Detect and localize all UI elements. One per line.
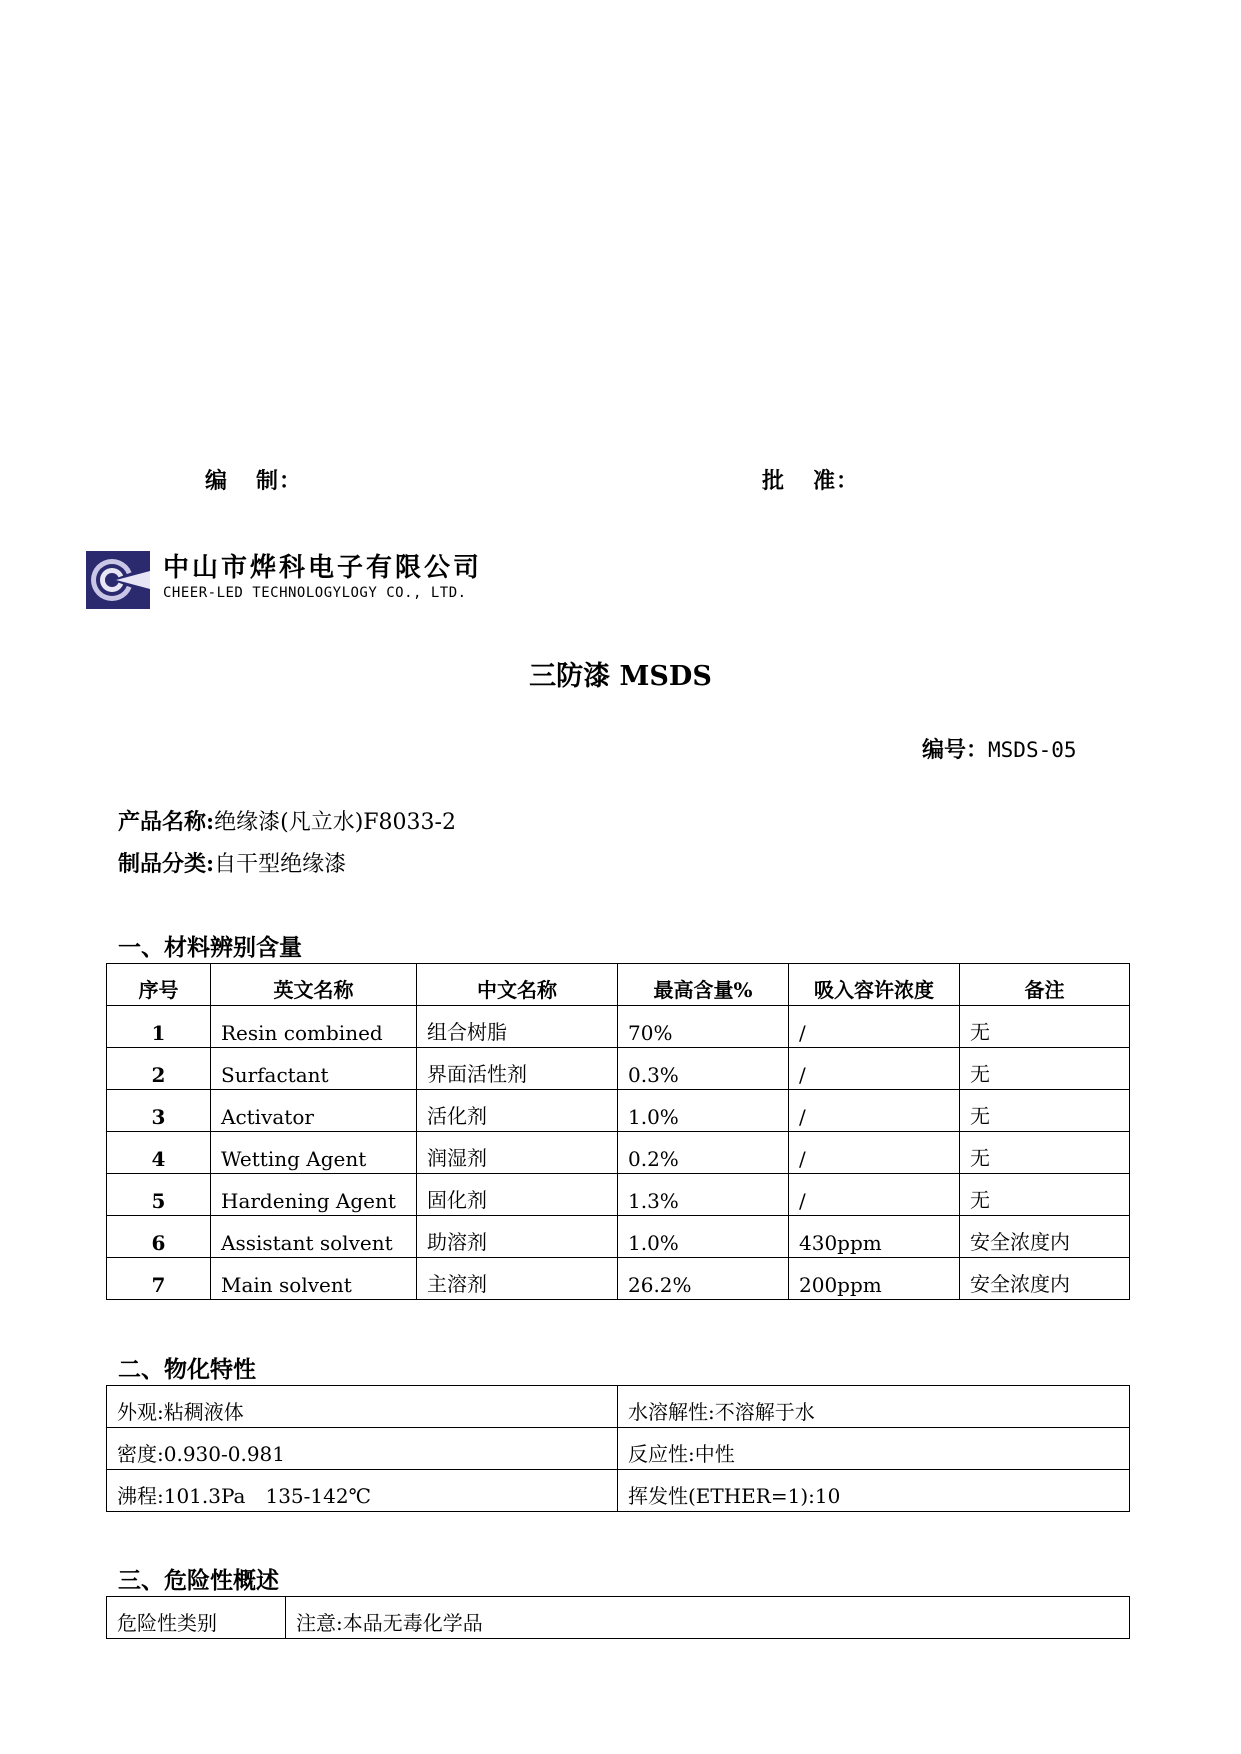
document-number xyxy=(922,733,1077,764)
approved-by-label xyxy=(762,464,859,495)
cell: 固化剂 xyxy=(417,1174,618,1216)
cell: 无 xyxy=(960,1132,1130,1174)
section-2-heading: 二、物化特性 xyxy=(118,1356,256,1383)
section-3-heading: 三、危险性概述 xyxy=(118,1567,279,1594)
compiled-label-1: 编 xyxy=(205,468,229,494)
cell: 挥发性(ETHER=1):10 xyxy=(618,1470,1130,1512)
cell: 5 xyxy=(107,1174,211,1216)
cell: 3 xyxy=(107,1090,211,1132)
document-title: 三防漆 MSDS xyxy=(529,661,712,692)
header-inhalation-limit: 吸入容许浓度 xyxy=(789,964,960,1006)
header-max-content: 最高含量% xyxy=(618,964,789,1006)
product-category xyxy=(118,847,346,878)
cell: 200ppm xyxy=(789,1258,960,1300)
cell: Assistant solvent xyxy=(211,1216,417,1258)
cell: 2 xyxy=(107,1048,211,1090)
table-row xyxy=(107,1090,1130,1132)
cell: 注意:本品无毒化学品 xyxy=(286,1597,1130,1639)
cell: 7 xyxy=(107,1258,211,1300)
cell: 6 xyxy=(107,1216,211,1258)
cell: 1 xyxy=(107,1006,211,1048)
cell: Activator xyxy=(211,1090,417,1132)
cell: 无 xyxy=(960,1006,1130,1048)
cell: / xyxy=(789,1090,960,1132)
cell: 无 xyxy=(960,1174,1130,1216)
cell: 0.3% xyxy=(618,1048,789,1090)
product-name-label: 产品名称: xyxy=(118,809,215,835)
table-row xyxy=(107,1006,1130,1048)
cell: Main solvent xyxy=(211,1258,417,1300)
cell: / xyxy=(789,1174,960,1216)
cell: / xyxy=(789,1048,960,1090)
company-logo-icon xyxy=(86,551,150,609)
header-english-name: 英文名称 xyxy=(211,964,417,1006)
cell: 主溶剂 xyxy=(417,1258,618,1300)
cell: 活化剂 xyxy=(417,1090,618,1132)
document-number-label: 编号： xyxy=(922,737,989,763)
header-index: 序号 xyxy=(107,964,211,1006)
cell: 润湿剂 xyxy=(417,1132,618,1174)
cell: 安全浓度内 xyxy=(960,1258,1130,1300)
document-number-value: MSDS-05 xyxy=(988,738,1077,762)
cell: / xyxy=(789,1132,960,1174)
cell: 安全浓度内 xyxy=(960,1216,1130,1258)
table-row xyxy=(107,1470,1130,1512)
table-row xyxy=(107,1386,1130,1428)
cell: 水溶解性:不溶解于水 xyxy=(618,1386,1130,1428)
compiled-label-2: 制： xyxy=(256,468,303,494)
cell: Surfactant xyxy=(211,1048,417,1090)
cell: 4 xyxy=(107,1132,211,1174)
header-remarks: 备注 xyxy=(960,964,1130,1006)
section-1-heading: 一、材料辨别含量 xyxy=(118,934,302,961)
table-row xyxy=(107,1597,1130,1639)
table-row xyxy=(107,1258,1130,1300)
cell: 反应性:中性 xyxy=(618,1428,1130,1470)
product-name-value: 绝缘漆(凡立水)F8033-2 xyxy=(214,810,456,835)
table-row xyxy=(107,1174,1130,1216)
cell: 70% xyxy=(618,1006,789,1048)
cell: 助溶剂 xyxy=(417,1216,618,1258)
cell: 无 xyxy=(960,1048,1130,1090)
cell: 危险性类别 xyxy=(107,1597,286,1639)
cell: 外观:粘稠液体 xyxy=(107,1386,618,1428)
hazard-table xyxy=(106,1596,1130,1639)
cell: 0.2% xyxy=(618,1132,789,1174)
cell: 无 xyxy=(960,1090,1130,1132)
cell: 26.2% xyxy=(618,1258,789,1300)
table-row xyxy=(107,1132,1130,1174)
properties-table xyxy=(106,1385,1130,1512)
cell: 组合树脂 xyxy=(417,1006,618,1048)
cell: / xyxy=(789,1006,960,1048)
cell: Resin combined xyxy=(211,1006,417,1048)
cell: Hardening Agent xyxy=(211,1174,417,1216)
compiled-by-label xyxy=(205,464,302,495)
company-name-cn: 中山市烨科电子有限公司 xyxy=(163,553,483,583)
table-row xyxy=(107,1428,1130,1470)
product-category-value: 自干型绝缘漆 xyxy=(214,852,347,877)
cell: 430ppm xyxy=(789,1216,960,1258)
cell: 密度:0.930-0.981 xyxy=(107,1428,618,1470)
table-row xyxy=(107,1216,1130,1258)
table-row xyxy=(107,1048,1130,1090)
cell: Wetting Agent xyxy=(211,1132,417,1174)
table-header-row xyxy=(107,964,1130,1006)
cell: 界面活性剂 xyxy=(417,1048,618,1090)
cell: 1.0% xyxy=(618,1216,789,1258)
company-name-en: CHEER-LED TECHNOLOGYLOGY CO., LTD. xyxy=(163,585,467,601)
cell: 1.3% xyxy=(618,1174,789,1216)
composition-table xyxy=(106,963,1130,1300)
product-category-label: 制品分类: xyxy=(118,851,215,877)
cell: 1.0% xyxy=(618,1090,789,1132)
product-name xyxy=(118,805,456,836)
approved-label-1: 批 xyxy=(762,468,786,494)
cell: 沸程:101.3Pa 135-142℃ xyxy=(107,1470,618,1512)
approved-label-2: 准： xyxy=(813,468,860,494)
header-chinese-name: 中文名称 xyxy=(417,964,618,1006)
